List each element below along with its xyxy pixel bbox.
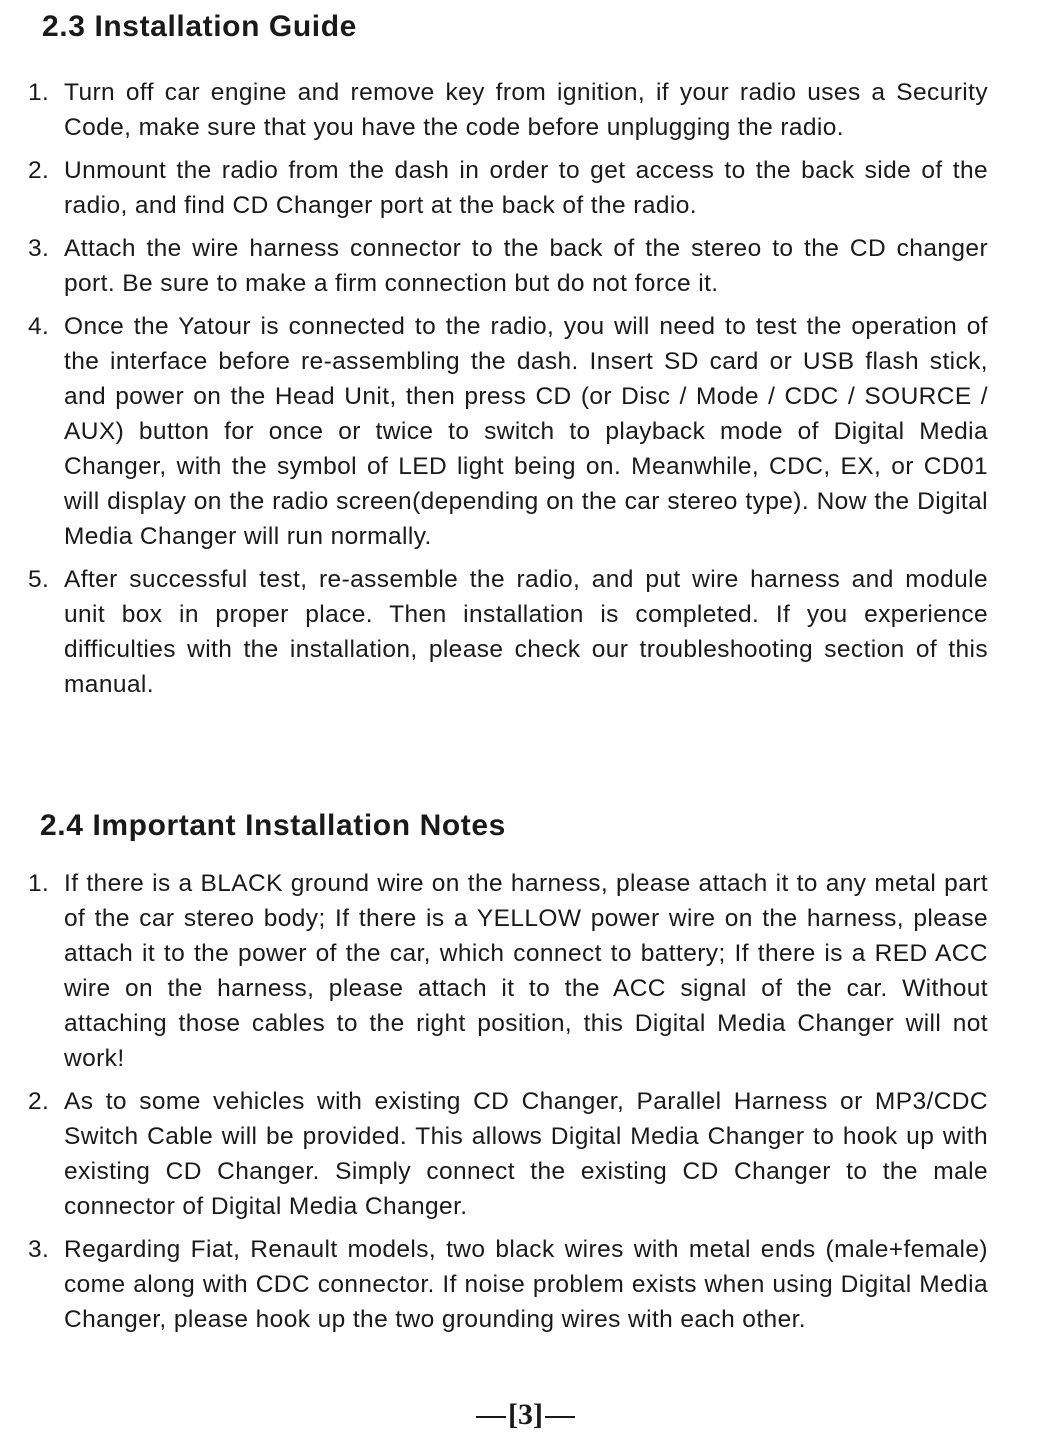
page-number: [3] [508, 1398, 543, 1431]
item-number: 2. [28, 157, 50, 184]
item-text: After successful test, re-assemble the radio, and put wire harness and module unit box in proper place. Then installation is completed. If you experience difficulties with the installation, please check our troubleshooting section of this manual. [64, 566, 988, 698]
item-text: If there is a BLACK ground wire on the harness, please attach it to any metal part of the car stereo body; If there is a YELLOW power wire on the harness, please attach it to the power of the car, which connect to battery; If there is a RED ACC wire on the harness, please attach it to the ACC signal of the car. Without attaching those cables to the right position, this Digital Media Changer will not work! [64, 870, 988, 1072]
item-text: Once the Yatour is connected to the radio, you will need to test the operation of the interface before re-assembling the dash. Insert SD card or USB flash stick, and power on the Head Unit, then press CD (or Disc / Mode / CDC / SOURCE / AUX) button for once or twice to switch to playback mode of Digital Media Changer, with the symbol of LED light being on. Meanwhile, CDC, EX, or CD01 will display on the radio screen(depending on the car stereo type). Now the Digital Media Changer will run normally. [64, 313, 988, 550]
page-footer [0, 1398, 1051, 1432]
item-number: 4. [28, 313, 50, 340]
list-item [28, 309, 988, 554]
item-text: Turn off car engine and remove key from ignition, if your radio uses a Security Code, make sure that you have the code before unplugging the radio. [64, 79, 988, 141]
list-item [28, 75, 988, 145]
item-number: 1. [28, 870, 50, 897]
footer-rule-left [476, 1416, 506, 1418]
section-title-installation-notes: 2.4 Important Installation Notes [40, 809, 506, 842]
list-item [28, 866, 988, 1076]
list-item [28, 562, 988, 702]
item-text: Attach the wire harness connector to the back of the stereo to the CD changer port. Be sure to make a firm connection but do not force it. [64, 235, 988, 297]
item-number: 2. [28, 1088, 50, 1115]
installation-guide-list [28, 75, 988, 710]
item-number: 1. [28, 79, 50, 106]
item-text: Unmount the radio from the dash in order to get access to the back side of the radio, and find CD Changer port at the back of the radio. [64, 157, 988, 219]
item-number: 3. [28, 235, 50, 262]
list-item [28, 1232, 988, 1337]
item-number: 3. [28, 1236, 50, 1263]
item-text: Regarding Fiat, Renault models, two black wires with metal ends (male+female) come along with CDC connector. If noise problem exists when using Digital Media Changer, please hook up the two grounding wires with each other. [64, 1236, 988, 1333]
item-number: 5. [28, 566, 50, 593]
section-title-installation-guide: 2.3 Installation Guide [42, 10, 357, 43]
list-item [28, 1084, 988, 1224]
list-item [28, 231, 988, 301]
item-text: As to some vehicles with existing CD Changer, Parallel Harness or MP3/CDC Switch Cable will be provided. This allows Digital Media Changer to hook up with existing CD Changer. Simply connect the existing CD Changer to the male connector of Digital Media Changer. [64, 1088, 988, 1220]
footer-rule-right [545, 1416, 575, 1418]
installation-notes-list [28, 866, 988, 1345]
list-item [28, 153, 988, 223]
